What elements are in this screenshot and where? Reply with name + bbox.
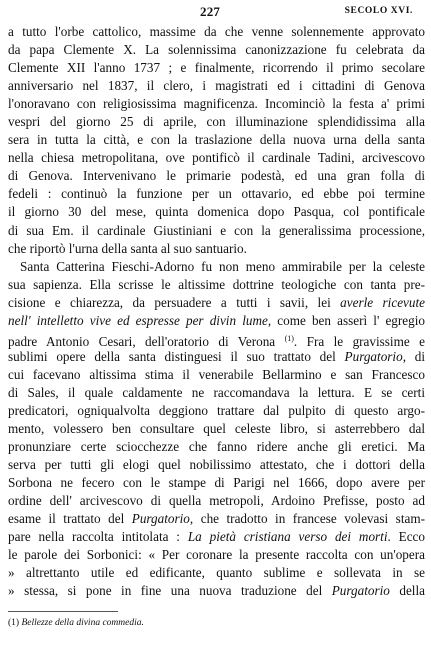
text-span: , come ben asserì l' egregio xyxy=(267,312,425,328)
text-span: vespri del giorno 25 di aprile, con illuminazione splendidissima alla xyxy=(8,114,425,130)
text-line xyxy=(8,510,425,528)
text-line xyxy=(8,222,425,240)
text-line xyxy=(8,420,425,438)
text-span: fedeli : continuò la funzione per un ottavario, ed ebbe poi termine xyxy=(8,186,425,202)
text-span: sua sapienza. Ella scrisse le altissime dottrine teologiche con tanta pre- xyxy=(8,276,425,292)
footnote xyxy=(8,618,144,628)
text-line xyxy=(8,240,338,258)
text-span: di sua Em. il cardinale Giustiniani e con la generalissima processione, xyxy=(8,222,425,238)
running-head: SECOLO XVI. xyxy=(344,6,413,16)
text-line xyxy=(8,384,425,402)
text-line xyxy=(8,438,425,456)
text-span: » altrettanto utile ed edificante, quanto sublime e sollevata in se xyxy=(8,565,425,581)
text-span: predicatori, ogniqualvolta deggiono trattare dal pulpito di questo argo- xyxy=(8,402,425,418)
text-span: , di xyxy=(402,348,425,364)
text-line xyxy=(8,474,425,492)
footnote-text: Bellezze della divina commedia. xyxy=(21,618,144,628)
text-line xyxy=(8,294,425,312)
text-line xyxy=(8,312,425,330)
text-span: a tutto l'orbe cattolico, massime da che venne solennemente approvato xyxy=(8,24,425,39)
italic-text: Purgatorio xyxy=(131,511,190,527)
text-span: sera in tutta la città, e con la traslazione della nuova urna della santa xyxy=(8,132,425,148)
text-span: Santa Catterina Fieschi-Adorno fu non meno ammirabile per la celeste xyxy=(20,258,425,274)
italic-text: averle ricevute xyxy=(340,294,426,310)
text-span: Sorbona ne fecero con le stampe di Parigi nel 1666, dopo avere per xyxy=(8,475,425,491)
text-line xyxy=(8,402,425,420)
text-span: sublimi opere della santa distinguesi il suo trattato del xyxy=(8,348,345,364)
text-span: cui facevano altissima stima il venerabile Bellarmino e san Francesco xyxy=(8,366,425,382)
text-line xyxy=(8,203,425,221)
text-span: , che tradotto in francese volevasi stam- xyxy=(189,511,425,527)
text-line xyxy=(8,167,425,185)
text-line xyxy=(8,77,425,95)
text-span: di Sales, il quale caldamente ne raccomandava la lettura. E se certi xyxy=(8,384,425,400)
italic-text: nell' intelletto vive ed espresse per divin lume xyxy=(8,312,268,328)
text-span: . Ecco xyxy=(387,529,425,545)
text-line xyxy=(8,528,425,546)
footnote-reference: (1) xyxy=(284,333,294,343)
text-span: che riportò l'urna della santa al suo santuario. xyxy=(8,240,247,256)
text-span: mento, volessero ben consultare quel celeste libro, si asterrebbero dal xyxy=(8,421,425,437)
text-line xyxy=(20,258,425,276)
text-line xyxy=(8,348,425,366)
text-span: ordine dell' arcivescovo di quella metropoli, Ardoino Prefisse, posto ad xyxy=(8,493,425,509)
text-line xyxy=(8,185,425,203)
italic-text: La pietà cristiana verso dei morti xyxy=(187,529,388,545)
text-line xyxy=(8,23,425,41)
italic-text: Purgatorio xyxy=(344,348,403,364)
text-span: Clemente XII l'anno 1737 ; e finalmente, ricorrendo il primo secolare xyxy=(8,60,425,76)
text-span: esame il trattato del xyxy=(8,511,132,527)
text-span: cisione e chiarezza, da persuadere a tutti i savii, lei xyxy=(8,294,341,310)
text-span: le parole dei Sorbonici: « Per coronare la presente raccolta con un'opera xyxy=(8,547,425,563)
text-line xyxy=(8,492,425,510)
page-number: 227 xyxy=(200,4,221,19)
text-line xyxy=(8,95,425,113)
text-span: . Fra le gravissime e xyxy=(293,333,425,349)
text-line xyxy=(8,330,425,348)
text-span: di Genova. Intervenivano le primarie podestà, ed una gran folla di xyxy=(8,168,425,184)
text-line xyxy=(8,276,425,294)
italic-text: Purgatorio xyxy=(331,583,390,599)
text-line xyxy=(8,564,425,582)
text-line xyxy=(8,456,425,474)
text-span: » stessa, si pone in fine una nuova traduzione del xyxy=(8,583,332,599)
page-header xyxy=(0,4,431,20)
text-span: il giorno 30 del mese, quinta domenica dopo Pasqua, col pontificale xyxy=(8,204,425,220)
text-span: l'onoravano con religiosissima magnificenza. Incominciò la festa a' primi xyxy=(8,96,425,112)
text-span: da papa Clemente X. La solennissima canonizzazione fu celebrata da xyxy=(8,42,425,58)
text-span: nella chiesa metropolitana, ove pontificò il cardinale Tadini, arcivescovo xyxy=(8,150,425,166)
text-span: pare nella raccolta intitolata : xyxy=(8,529,188,545)
text-line xyxy=(8,582,425,600)
text-line xyxy=(8,149,425,167)
text-span: serva per tutti gli elogi quel nobilissimo attestato, che i dottori della xyxy=(8,457,425,473)
text-line xyxy=(8,546,425,564)
footnote-marker: (1) xyxy=(8,618,20,628)
text-line xyxy=(8,113,425,131)
body-text xyxy=(0,23,431,601)
text-line xyxy=(8,366,425,384)
text-line xyxy=(8,41,425,59)
text-line xyxy=(8,59,425,77)
text-span: pronunziare certe sciocchezze che fanno ridere anche gli eretici. Ma xyxy=(8,439,425,455)
footnote-rule xyxy=(8,611,118,612)
text-line xyxy=(8,131,425,149)
text-span: padre Antonio Cesari, dell'oratorio di Verona xyxy=(8,333,285,349)
text-span: della xyxy=(389,583,425,599)
text-span: anniversario nel 1837, il clero, i magistrati ed i cittadini di Genova xyxy=(8,78,425,94)
